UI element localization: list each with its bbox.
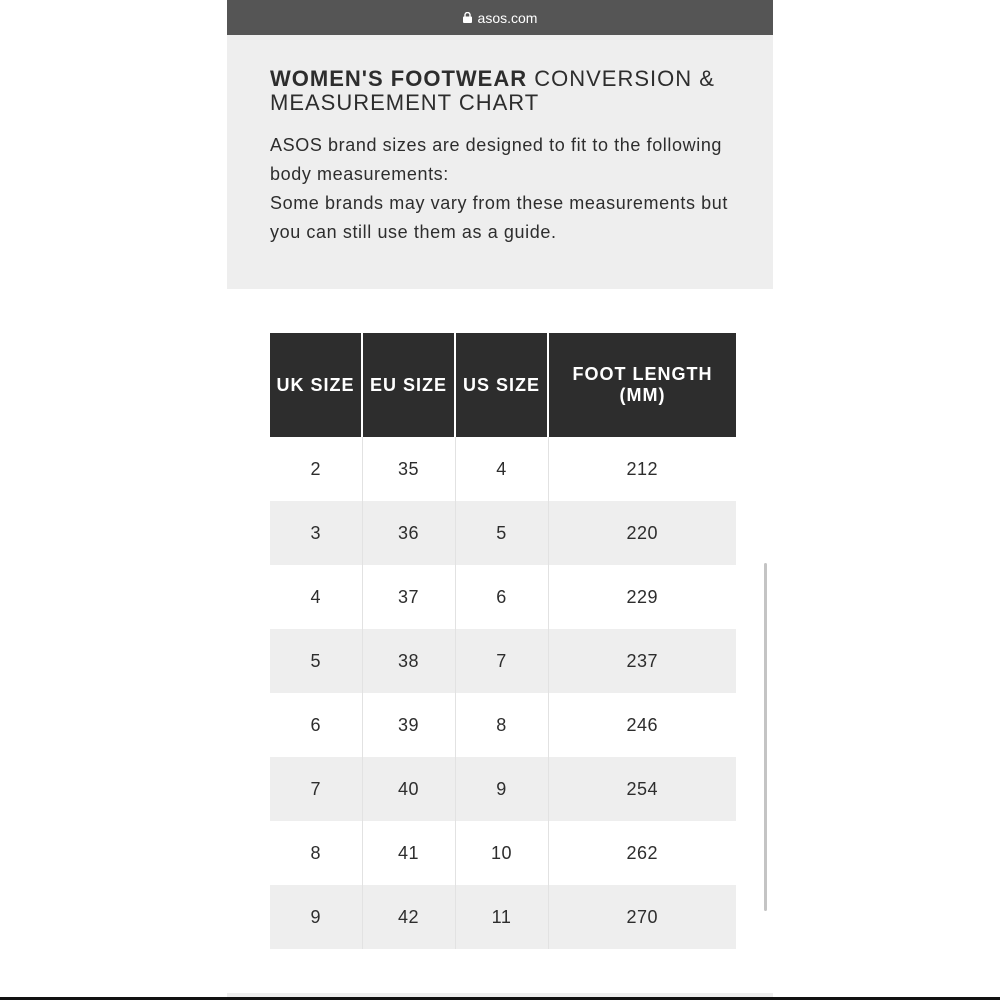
- cell-us-size: 6: [455, 565, 548, 629]
- note-text: Some brands may vary from these measurements but you can still use them as a guide.: [270, 193, 728, 242]
- header-us-size: US SIZE: [455, 333, 548, 437]
- header-eu-size: EU SIZE: [362, 333, 455, 437]
- table-row: [270, 501, 736, 565]
- cell-foot-length: 262: [548, 821, 736, 885]
- table-row: [270, 885, 736, 949]
- size-table: [270, 333, 736, 949]
- cell-foot-length: 212: [548, 437, 736, 501]
- cell-foot-length: 270: [548, 885, 736, 949]
- cell-foot-length: 237: [548, 629, 736, 693]
- cell-foot-length: 246: [548, 693, 736, 757]
- phone-screen: [227, 0, 773, 1000]
- page-title: [270, 67, 730, 115]
- description-text: ASOS brand sizes are designed to fit to the following body measurements:: [270, 135, 723, 184]
- cell-us-size: 8: [455, 693, 548, 757]
- url-bar[interactable]: [227, 0, 773, 35]
- cell-eu-size: 40: [362, 757, 455, 821]
- cell-eu-size: 37: [362, 565, 455, 629]
- header-foot-length: FOOT LENGTH (MM): [548, 333, 736, 437]
- title-rest: CONVERSION & MEASUREMENT CHART: [270, 66, 715, 115]
- cell-us-size: 10: [455, 821, 548, 885]
- cell-us-size: 5: [455, 501, 548, 565]
- cell-us-size: 11: [455, 885, 548, 949]
- table-header-row: [270, 333, 736, 437]
- cell-uk-size: 2: [270, 437, 362, 501]
- info-panel: [227, 35, 773, 289]
- cell-uk-size: 8: [270, 821, 362, 885]
- table-row: [270, 437, 736, 501]
- cell-uk-size: 9: [270, 885, 362, 949]
- table-row: [270, 693, 736, 757]
- cell-uk-size: 7: [270, 757, 362, 821]
- cell-us-size: 4: [455, 437, 548, 501]
- cell-uk-size: 3: [270, 501, 362, 565]
- title-bold: WOMEN'S FOOTWEAR: [270, 66, 528, 91]
- table-row: [270, 565, 736, 629]
- cell-eu-size: 41: [362, 821, 455, 885]
- cell-foot-length: 254: [548, 757, 736, 821]
- cell-foot-length: 229: [548, 565, 736, 629]
- header-uk-size: UK SIZE: [270, 333, 362, 437]
- cell-us-size: 7: [455, 629, 548, 693]
- size-table-container: [270, 333, 730, 949]
- cell-eu-size: 38: [362, 629, 455, 693]
- cell-us-size: 9: [455, 757, 548, 821]
- url-text: asos.com: [477, 9, 538, 26]
- cell-uk-size: 4: [270, 565, 362, 629]
- table-row: [270, 821, 736, 885]
- cell-eu-size: 42: [362, 885, 455, 949]
- cell-eu-size: 36: [362, 501, 455, 565]
- table-row: [270, 757, 736, 821]
- lock-icon: [463, 12, 472, 23]
- scrollbar[interactable]: [764, 563, 767, 911]
- cell-uk-size: 6: [270, 693, 362, 757]
- cell-foot-length: 220: [548, 501, 736, 565]
- cell-eu-size: 39: [362, 693, 455, 757]
- table-row: [270, 629, 736, 693]
- cell-uk-size: 5: [270, 629, 362, 693]
- cell-eu-size: 35: [362, 437, 455, 501]
